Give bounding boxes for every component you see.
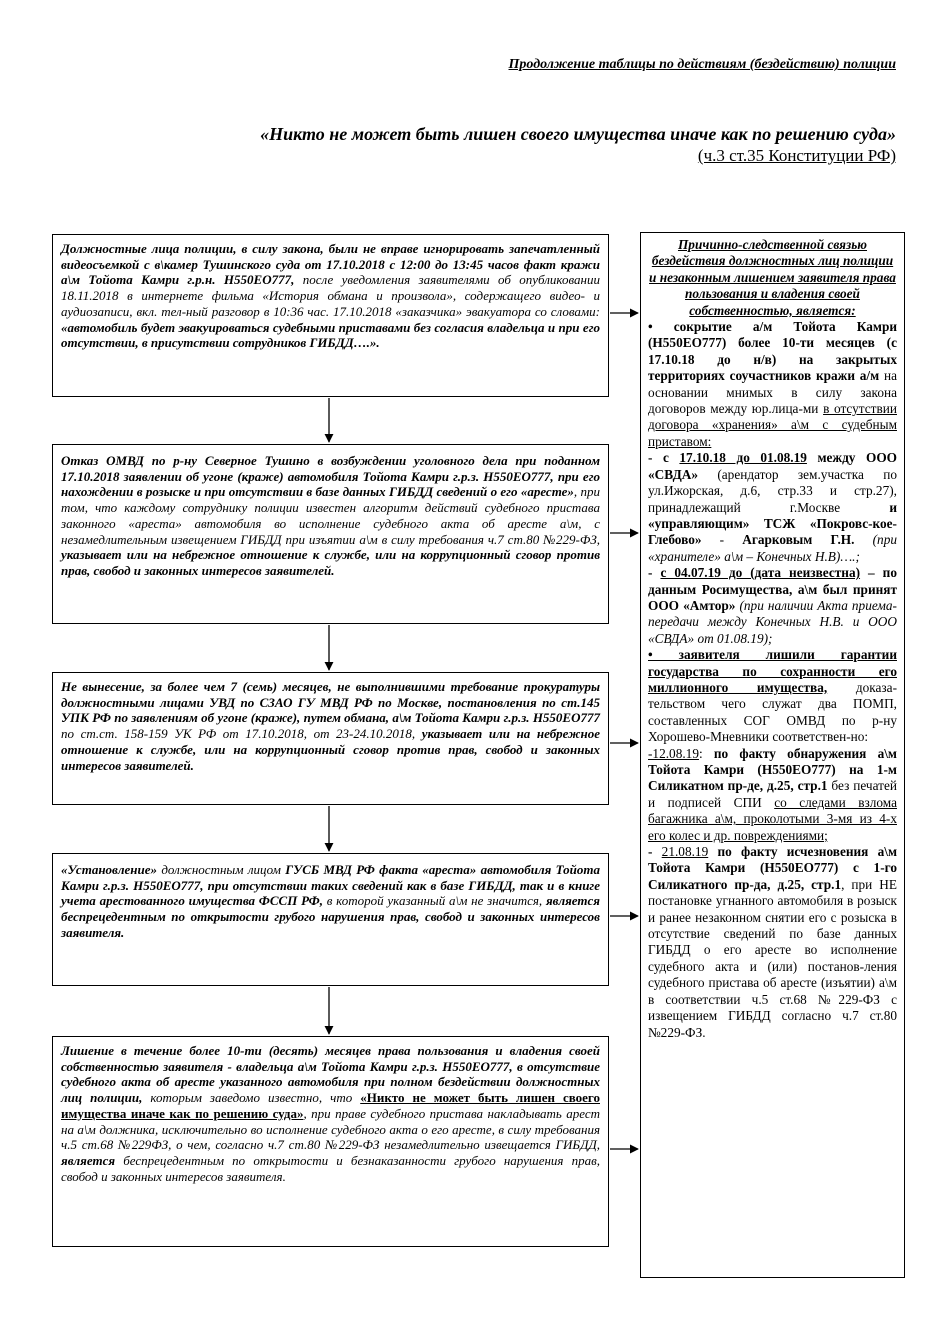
- box1-text-2: после уведомления заявителями об опубликовании 18.11.2018 в интернете фильма «История обмана и произвола», содержащего видео- и аудиозаписи, вкл. тел-ный разговор в 10:36 час. 17.10.2018 «заказчика» эвакуатора со словами:: [61, 272, 600, 319]
- epigraph-quote: «Никто не может быть лишен своего имущества иначе как по решению суда»: [260, 124, 896, 144]
- box2-text-1: Отказ ОМВД по р-ну Северное Тушино в возбуждении уголовного дела при поданном 17.10.2018 заявлении об угоне (краже) автомобиля Тойота Камри г.р.з. Н550ЕО777, при его нахождении в розыске и при отсутствии в базе данных ГИБДД сведений о его «аресте»: [61, 453, 600, 500]
- panel-item2-a: - с: [648, 450, 680, 466]
- box2-text-3: указывает или на небрежное отношение к службе, или на коррупционный сговор против прав, свобод и законных интересов заявителей.: [61, 547, 600, 578]
- box1-text-3: «автомобиль будет эвакуироваться судебными приставами без согласия владельца и при его отсутствии, в присутствии сотрудников ГИБДД….».: [61, 319, 600, 351]
- box1-text-1: Должностные лица полиции, в силу закона, были не вправе игнорировать запечатленный видеосъемкой с в\камер Тушинского суда от 17.10.2018 с 12:00 до 13:45 часов факт кражи а\м Тойота Камри г.р.н. Н550ЕО777,: [61, 241, 600, 288]
- box3-text-3: указывает или на небрежное отношение к службе, или на коррупционный сговор против прав, свобод и законных интересов заявителей.: [61, 726, 600, 773]
- box5-text-4: , при праве судебного пристава накладывать арест на а\м должника, исключительно во исполнение судебного акта о его аресте, в силу требования ч.5 ст.68 №229ФЗ, о чем, согласно ч.7 ст.80 №229-ФЗ незамедлительно извещается ГИБДД,: [61, 1105, 601, 1153]
- box4-text-3: ГУСБ МВД РФ факта «ареста» автомобиля Тойота Камри г.р.з. Н550ЕО777, при отсутствии таких сведений как в базе ГИБДД, так и в книге учета арестованного имущества ФССП РФ,: [61, 862, 600, 909]
- panel-item1-a: • сокрытие а/м Тойота Камри (Н550ЕО777) более 10-ти месяцев (с 17.10.18 до н/в) на закрытых территориях соучастников кражи а/м: [648, 319, 897, 384]
- panel-item2-c: между ООО «СВДА»: [648, 450, 898, 482]
- panel-item3-d: (при наличии Акта приема-передачи между Конечных Н.В. и ООО «СВДА» от 01.08.19);: [648, 597, 897, 646]
- box5-text-6: беспрецедентным по открытости и безнаказанности грубого нарушения прав, свобод и законных интересов заявителя.: [61, 1152, 600, 1184]
- box5-text-5: является: [61, 1152, 116, 1168]
- panel-item5-d: без печатей и подписей СПИ: [648, 778, 897, 810]
- panel-item5-b: :: [698, 745, 714, 761]
- box5-text-2: которым заведомо известно, что: [142, 1090, 361, 1106]
- panel-item2-h: (при «хранителе» а\м – Конечных Н.В)….;: [648, 532, 897, 564]
- panel-item6-b: 21.08.19: [661, 844, 709, 860]
- box3-text-2: по ст.ст. 158-159 УК РФ от 17.10.2018, от 23-24.10.2018,: [61, 726, 422, 742]
- panel-item2-f: -: [701, 532, 743, 548]
- box4-text-5: является беспрецедентным по открытости грубого нарушения прав, свобод и законных интересов заявителя.: [61, 893, 600, 940]
- panel-item1-c: в отсутствии договора «хранения» а\м с судебным приставом:: [648, 401, 897, 449]
- box5-text-1: Лишение в течение более 10-ти (десять) месяцев права пользования и владения своей собственностью заявителя - владельца а\м Тойота Камри г.р.з. Н550ЕО777, в отсутствие судебного акта об аресте указанного автомобиля при полном бездействии должностных лиц полиции,: [61, 1043, 600, 1106]
- continuation-header: Продолжение таблицы по действиям (бездействию) полиции: [508, 57, 896, 72]
- box4-text-4: в которой указанный а\м не значится,: [322, 893, 546, 909]
- panel-item6-d: , при НЕ постановке угнанного автомобиля в розыск и ранее незаконном снятии его с розыска в отсутствие сведений по базе данных ГИБДД о его аресте во исполнение судебного акта и (или) постанов-ления судебного пристава об аресте (изъятии) а\м в соответствии ч.5 ст.68 №229-ФЗ с извещением ГИБДД согласно ч.7 ст.80 №229-ФЗ.: [648, 876, 897, 1040]
- panel-item3-c: – по данным Росимущества, а\м был принят ООО «Амтор»: [648, 565, 897, 613]
- box4-text-1: «Установление»: [61, 862, 158, 877]
- panel-item4-b: доказа-тельством чего служат два ПОМП, составленных СОГ ОМВД по р-ну Хорошево-Мневники соответствен-но:: [648, 679, 898, 745]
- epigraph-source: (ч.3 ст.35 Конституции РФ): [697, 146, 896, 165]
- box5-text-3: «Никто не может быть лишен своего имущества иначе как по решению суда»: [61, 1090, 600, 1121]
- panel-item2-d: (арендатор зем.участка по ул.Ижорская, д.6, стр.33 и стр.27), принадлежащий г.Москве: [648, 466, 897, 515]
- box2-text-2: , при том, что каждому сотруднику полиции известен алгоритм действий судебного пристава законного «ареста» автомобиля во исполнение судебного акта об аресте а\м, с незамедлительным извещением ГИБДД при изъятии а\м в силу требования ч.7 ст.80 №229-ФЗ,: [61, 484, 601, 547]
- panel-item5-a: -12.08.19: [648, 745, 699, 761]
- panel-item6-c: по факту исчезновения а\м Тойота Камри (Н550ЕО777) с 1-го Силикатного пр-да, д.25, стр.1: [648, 844, 897, 892]
- panel-item1-b: на основании мнимых в силу закона договоров между юр.лица-ми: [648, 368, 898, 417]
- box3-text-1: Не вынесение, за более чем 7 (семь) месяцев, не выполнившими требование прокуратуры должностными лицами УВД по СЗАО ГУ МВД РФ по Москве, постановления по ст.145 УПК РФ по заявлениям об угоне (краже), путем обмана, а\м Тойота Камри г.р.з. Н550ЕО777: [61, 679, 600, 726]
- panel-item6-a: -: [648, 844, 662, 860]
- panel-title: Причинно-следственной связью бездействия должностных лиц полиции и незаконным лишением заявителя права пользования и владения своей собственностью, является:: [649, 237, 896, 318]
- panel-item2-e: и «управляющим» ТСЖ «Покровс-кое-Глебово»: [648, 499, 897, 548]
- panel-item2-b: 17.10.18 до 01.08.19: [679, 450, 807, 466]
- panel-item3-b: с 04.07.19 до (дата неизвестна): [660, 565, 861, 581]
- panel-item3-a: -: [648, 565, 661, 581]
- panel-item5-c: по факту обнаружения а\м Тойота Камри (Н550ЕО777) на 1-м Силикатном пр-де, д.25, стр.1: [648, 745, 897, 794]
- box4-text-2: должностным лицом: [157, 862, 286, 877]
- panel-item4-a: • заявителя лишили гарантии государства по сохранности его миллионного имущества,: [648, 647, 897, 695]
- panel-item5-e: со следами взлома багажника а\м, проколотыми 3-мя из 4-х его колес и др. повреждениями;: [648, 794, 898, 843]
- panel-item2-g: Агарковым Г.Н.: [742, 532, 855, 548]
